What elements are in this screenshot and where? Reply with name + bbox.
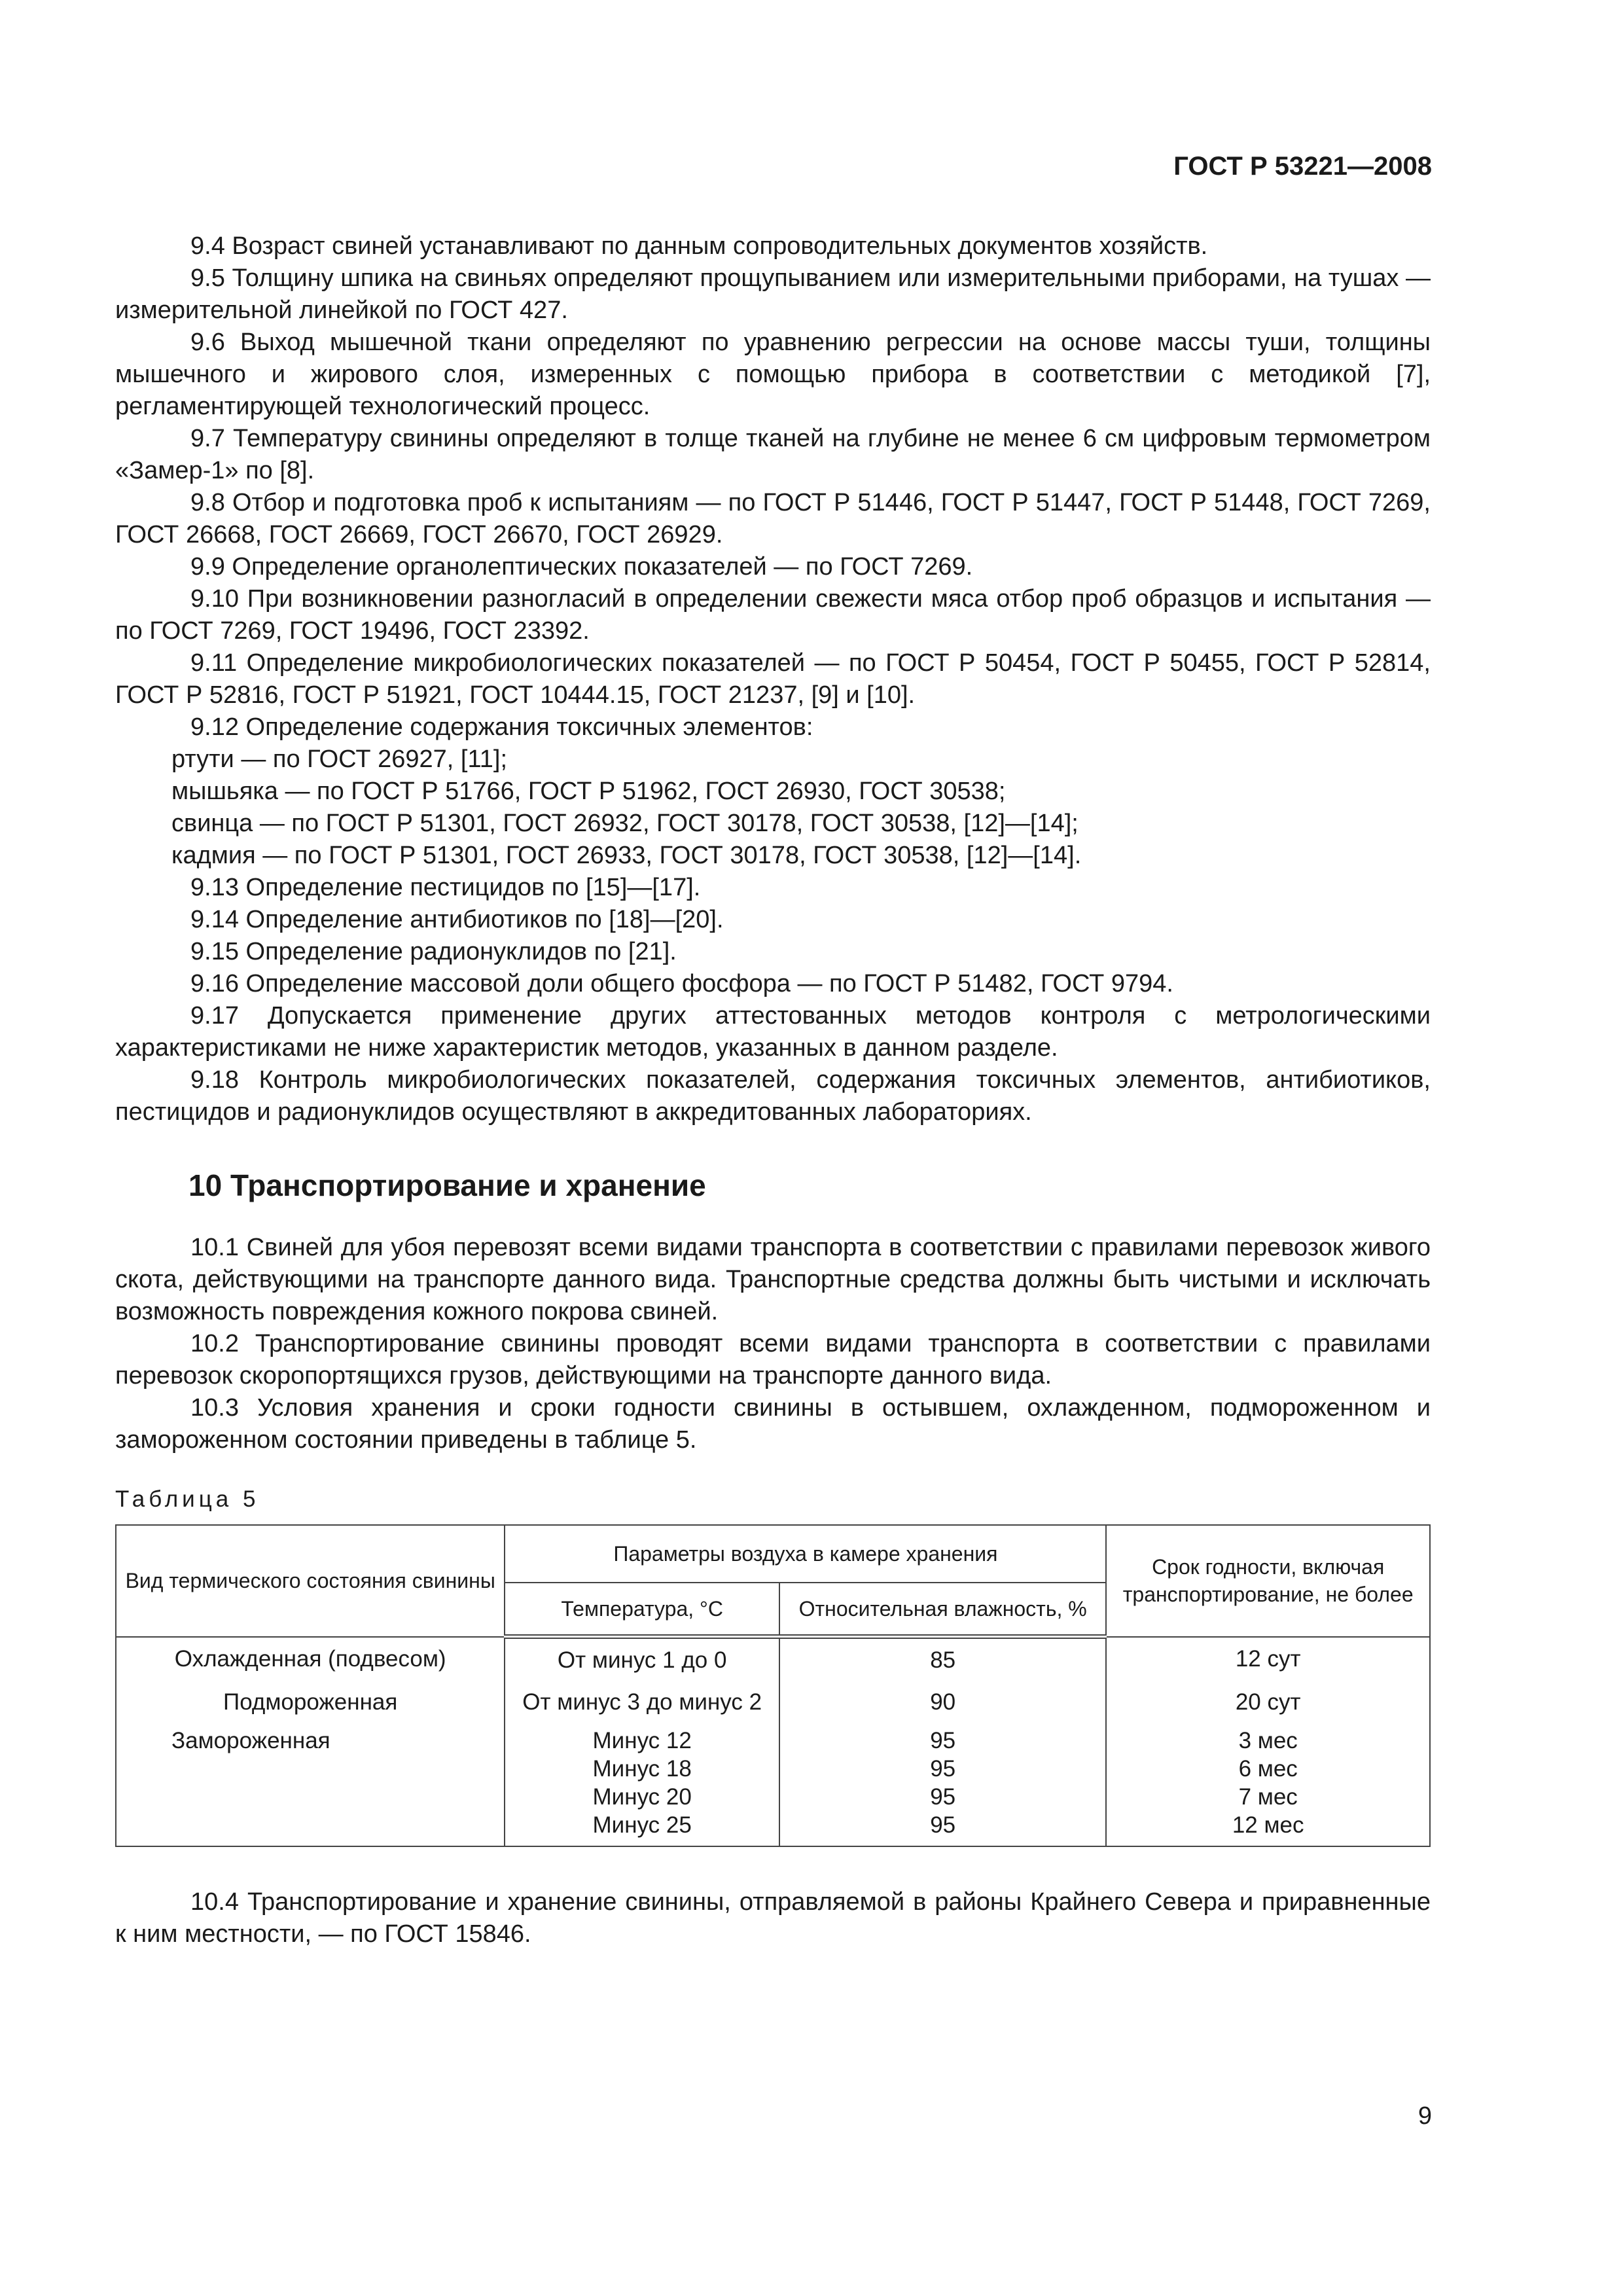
paragraph-9-10: 9.10 При возникновении разногласий в определении свежести мяса отбор проб образцов и испытания — по ГОСТ 7269, ГОСТ 19496, ГОСТ 23392. [115,585,1431,645]
paragraph-9-8: 9.8 Отбор и подготовка проб к испытаниям — по ГОСТ Р 51446, ГОСТ Р 51447, ГОСТ Р 51448, ГОСТ 7269, ГОСТ 26668, ГОСТ 26669, ГОСТ 26670, ГОСТ 26929. [115,489,1431,548]
paragraph-10-4: 10.4 Транспортирование и хранение свинины, отправляемой в районы Крайнего Севера и приравненные к ним местности, — по ГОСТ 15846. [115,1888,1431,1948]
paragraph-9-5: 9.5 Толщину шпика на свиньях определяют прощупыванием или измерительными приборами, на тушах — измерительной линейкой по ГОСТ 427. [115,264,1431,324]
paragraph-9-18: 9.18 Контроль микробиологических показателей, содержания токсичных элементов, антибиотиков, пестицидов и радионуклидов осуществляют в аккредитованных лабораториях. [115,1066,1431,1126]
paragraph-9-17: 9.17 Допускается применение других аттестованных методов контроля с метрологическими характеристиками не ниже характеристик методов, указанных в данном разделе. [115,1002,1431,1062]
list-item-cadmium: кадмия — по ГОСТ Р 51301, ГОСТ 26933, ГОСТ 30178, ГОСТ 30538, [12]—[14]. [171,842,1082,869]
cell-shelf-life: 20 сут [1106,1681,1430,1723]
list-item-lead: свинца — по ГОСТ Р 51301, ГОСТ 26932, ГОСТ 30178, ГОСТ 30538, [12]—[14]; [171,810,1079,837]
cell-humidity: 85 [779,1637,1106,1681]
cell-state: Замороженная [116,1723,505,1846]
page-number: 9 [1418,2102,1432,2130]
storage-conditions-table [115,1524,1431,1847]
cell-humidity: 95 95 95 95 [779,1723,1106,1846]
paragraph-9-12: 9.12 Определение содержания токсичных элементов: [190,713,813,741]
paragraph-10-2: 10.2 Транспортирование свинины проводят всеми видами транспорта в соответствии с правилами перевозок скоропортящихся грузов, действующими на транспорте данного вида. [115,1330,1431,1390]
paragraph-9-11: 9.11 Определение микробиологических показателей — по ГОСТ Р 50454, ГОСТ Р 50455, ГОСТ Р 52814, ГОСТ Р 52816, ГОСТ Р 51921, ГОСТ 10444.15, ГОСТ 21237, [9] и [10]. [115,649,1431,709]
table-row [116,1723,1430,1846]
cell-state: Подмороженная [116,1681,505,1723]
section-heading: 10 Транспортирование и хранение [188,1168,706,1202]
table-row [116,1681,1430,1723]
list-item-mercury: ртути — по ГОСТ 26927, [11]; [171,745,507,773]
table-row [116,1637,1430,1681]
paragraph-9-4: 9.4 Возраст свиней устанавливают по данным сопроводительных документов хозяйств. [190,232,1208,260]
paragraph-10-3: 10.3 Условия хранения и сроки годности свинины в остывшем, охлажденном, подмороженном и замороженном состоянии приведены в таблице 5. [115,1394,1431,1454]
header-temperature: Температура, °С [505,1583,779,1637]
cell-state: Охлажденная (подвесом) [116,1637,505,1681]
cell-shelf-life: 3 мес 6 мес 7 мес 12 мес [1106,1723,1430,1846]
paragraph-10-1: 10.1 Свиней для убоя перевозят всеми видами транспорта в соответствии с правилами перевозок живого скота, действующими на транспорте данного вида. Транспортные средства должны быть чистыми и исключать возможность повреждения кожного покрова свиней. [115,1234,1431,1325]
list-item-arsenic: мышьяка — по ГОСТ Р 51766, ГОСТ Р 51962, ГОСТ 26930, ГОСТ 30538; [171,778,1006,805]
cell-shelf-life: 12 сут [1106,1637,1430,1681]
document-code-header: ГОСТ Р 53221—2008 [1173,152,1432,181]
header-humidity: Относительная влажность, % [779,1583,1106,1637]
paragraph-9-9: 9.9 Определение органолептических показателей — по ГОСТ 7269. [190,553,973,581]
paragraph-9-13: 9.13 Определение пестицидов по [15]—[17]. [190,874,701,901]
paragraph-9-15: 9.15 Определение радионуклидов по [21]. [190,938,677,965]
header-shelf-life: Срок годности, включая транспортирование, не более [1106,1525,1430,1637]
cell-humidity: 90 [779,1681,1106,1723]
cell-temperature: От минус 3 до минус 2 [505,1681,779,1723]
header-air-params: Параметры воздуха в камере хранения [505,1525,1106,1583]
paragraph-9-16: 9.16 Определение массовой доли общего фосфора — по ГОСТ Р 51482, ГОСТ 9794. [190,970,1173,997]
paragraph-9-14: 9.14 Определение антибиотиков по [18]—[20]. [190,906,724,933]
header-state: Вид термического состояния свинины [116,1525,505,1637]
page-content [115,230,1431,1950]
table-caption: Таблица 5 [115,1486,260,1512]
cell-temperature: От минус 1 до 0 [505,1637,779,1681]
paragraph-9-7: 9.7 Температуру свинины определяют в толще тканей на глубине не менее 6 см цифровым термометром «Замер-1» по [8]. [115,425,1431,484]
paragraph-9-6: 9.6 Выход мышечной ткани определяют по уравнению регрессии на основе массы туши, толщины мышечного и жирового слоя, измеренных с помощью прибора в соответствии с методикой [7], регламентирующей технологический процесс. [115,329,1431,420]
cell-temperature: Минус 12 Минус 18 Минус 20 Минус 25 [505,1723,779,1846]
